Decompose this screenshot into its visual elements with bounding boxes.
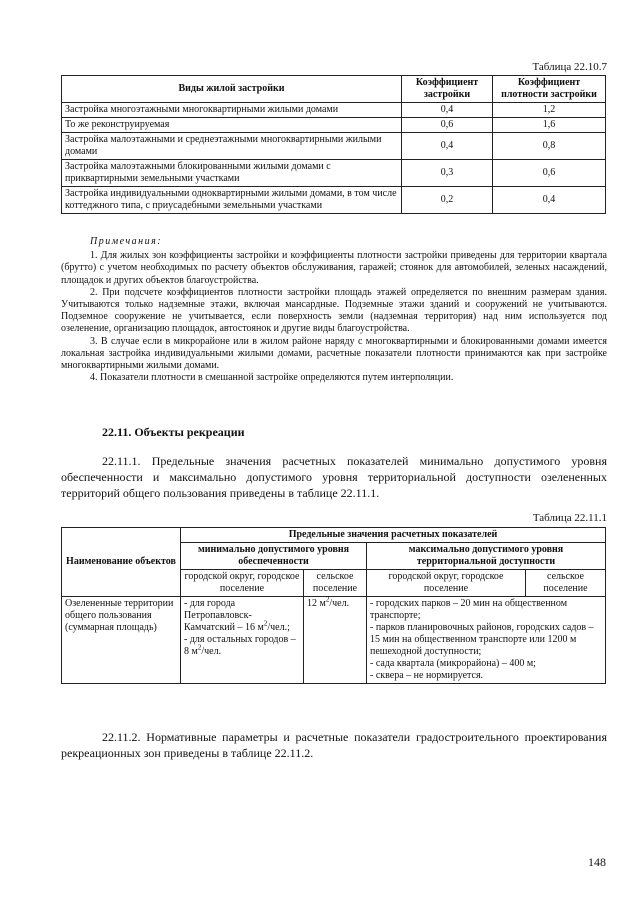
note-item: 1. Для жилых зон коэффициенты застройки и коэффициенты плотности застройки приведены для территории квартала (брутто) с учетом необходимых по расчету объектов обслуживания, гаражей; стоянок для автомобилей, зеленых насаждений, площадок и других объектов благоустройства. [61,250,607,286]
header-cell: городской округ, городское поселение [181,570,304,597]
header-cell: Наименование объектов [62,528,181,597]
table-cell: 0,4 [493,187,606,214]
table-cell [304,597,367,684]
paragraph-22-11-1 [61,453,607,501]
cell-text: 12 м [307,598,326,609]
note-item: 4. Показатели плотности в смешанной застройке определяются путем интерполяции. [90,372,454,384]
header-cell: Виды жилой застройки [62,76,402,103]
table-cell: 0,6 [402,118,493,133]
table-cell: 0,8 [493,133,606,160]
table-cell: Застройка многоэтажными многоквартирными жилыми домами [62,103,402,118]
table-cell: Застройка малоэтажными и среднеэтажными многоквартирными жилыми домами [62,133,402,160]
table-header-row [62,76,606,103]
note-item: 2. При подсчете коэффициентов плотности застройки площадь этажей определяется по внешним размерам здания. Учитываются только надземные этажи, включая мансардные. Подземные этажи зданий и сооружений не учитываются. Подземное сооружение не учитывается, если поверхность земли (надземная территория) над ним используется под озеленение, организацию площадок, автостоянок и другие виды благоустройства. [61,286,607,335]
table-cell: Застройка малоэтажными блокированными жилыми домами с приквартирными земельными участками [62,160,402,187]
table-22-10-7 [61,75,606,214]
table-cell: 0,3 [402,160,493,187]
table-row [62,597,606,684]
header-cell: минимально допустимого уровня обеспеченности [181,543,367,570]
header-cell: Коэффициент плотности застройки [493,76,606,103]
table-row [62,160,606,187]
notes-block [61,236,607,384]
header-cell: максимально допустимого уровня территориальной доступности [367,543,606,570]
table-cell [367,597,606,684]
table-cell: 0,4 [402,133,493,160]
table2-caption: Таблица 22.11.1 [532,512,607,524]
paragraph-text: 22.11.2. Нормативные параметры и расчетные показатели градостроительного проектирования рекреационных зон приведены в таблице 22.11.2. [61,730,607,760]
page-number: 148 [588,855,606,869]
cell-text: /чел. [329,598,350,609]
header-cell: Коэффициент застройки [402,76,493,103]
table1-caption: Таблица 22.10.7 [532,61,607,73]
cell-text: - для города Петропавловск-Камчатский – 16 м [184,598,264,633]
superscript: 2 [197,643,202,652]
header-cell: городской округ, городское поселение [367,570,526,597]
cell-text: - для остальных городов – 8 м [184,634,296,657]
header-cell: сельское поселение [304,570,367,597]
header-cell: сельское поселение [526,570,606,597]
table-cell: То же реконструируемая [62,118,402,133]
section-heading: 22.11. Объекты рекреации [102,425,245,439]
table-row [62,187,606,214]
note-item: 3. В случае если в микрорайоне или в жилом районе наряду с многоквартирными и блокированными домами имеется локальная застройка индивидуальными жилыми домами, расчетные показатели плотности принимаются как при застройке многоквартирными жилыми домами. [61,335,607,372]
table-cell [181,597,304,684]
list-item: - сада квартала (микрорайона) – 400 м; [370,658,536,669]
cell-text: /чел.; [267,622,290,633]
list-item: - городских парков – 20 мин на общественном транспорте; [370,598,568,621]
notes-heading: Примечания: [90,236,163,247]
paragraph-text: 22.11.1. Предельные значения расчетных показателей минимально допустимого уровня обеспеченности и максимально допустимого уровня территориальной доступности озелененных территорий общего пользования приведены в таблице 22.11.1. [61,454,607,500]
cell-text: /чел. [201,646,222,657]
table-cell: 1,6 [493,118,606,133]
superscript: 2 [325,595,330,604]
list-item: - сквера – не нормируется. [370,670,484,681]
table-row [62,133,606,160]
list-item: - парков планировочных районов, городских садов – 15 мин на общественном транспорте или 1200 м пешеходной доступности; [370,622,594,657]
table-cell: Застройка индивидуальными одноквартирными жилыми домами, в том числе коттеджного типа, с приусадебными земельными участками [62,187,402,214]
table-cell: 0,6 [493,160,606,187]
table-cell: Озелененные территории общего пользования (суммарная площадь) [62,597,181,684]
superscript: 2 [263,619,268,628]
table-cell: 1,2 [493,103,606,118]
table-22-11-1 [61,527,606,684]
table-cell: 0,4 [402,103,493,118]
table-row [62,103,606,118]
table-cell: 0,2 [402,187,493,214]
table-row [62,118,606,133]
header-cell: Предельные значения расчетных показателей [181,528,606,543]
paragraph-22-11-2 [61,729,607,761]
table-header-row [62,528,606,543]
